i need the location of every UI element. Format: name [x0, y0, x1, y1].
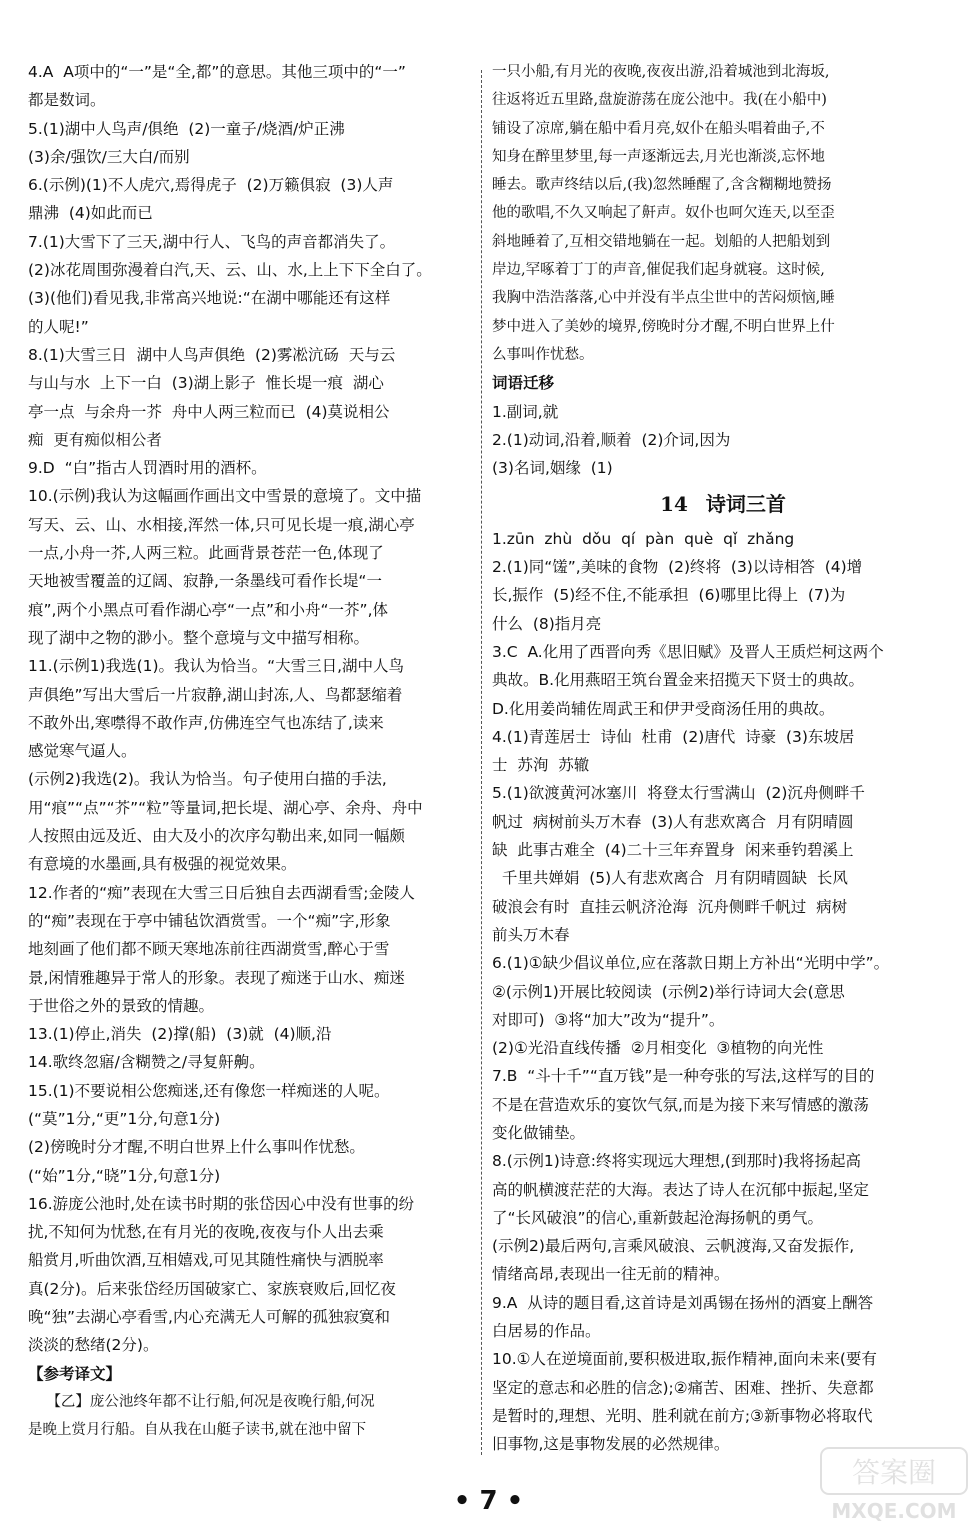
answer-line: 缺 此事古难全 (4)二十三年弃置身 闲来垂钓碧溪上 [492, 841, 854, 860]
answer-line: 坚定的意志和必胜的信念);②痛苦、困难、挫折、失意都 [492, 1378, 874, 1397]
answer-item [492, 723, 954, 780]
answer-line: 长,振作 (5)经不住,不能承担 (6)哪里比得上 (7)为 [492, 586, 846, 605]
answer-line: 士 苏洵 苏辙 [492, 756, 590, 775]
answer-item [492, 638, 954, 723]
answer-line: 6.(1)①缺少倡议单位,应在落款日期上方补出“光明中学”。 [492, 954, 890, 973]
right-column [492, 58, 954, 1459]
answer-line: 现了湖中之物的渺小。整个意境与文中描写相称。 [28, 628, 370, 647]
answer-item [28, 454, 470, 482]
answer-line: 15.(1)不要说相公您痴迷,还有像您一样痴迷的人呢。 [28, 1081, 390, 1100]
answer-line: 帆过 病树前头万木春 (3)人有悲欢离合 月有阴晴圆 [492, 812, 854, 831]
answer-item [28, 1020, 470, 1048]
reference-translation-continued [492, 58, 954, 369]
translation-line: 么事叫作忧愁。 [492, 346, 594, 363]
watermark-text-bottom: MXQE.COM [831, 1499, 957, 1523]
reference-translation-heading: 【参考译文】 [28, 1364, 122, 1383]
translation-line: 往返将近五里路,盘旋游荡在庞公池中。我(在小船中) [492, 92, 827, 109]
answer-line: 地刻画了他们都不顾天寒地冻前往西湖赏雪,醉心于雪 [28, 940, 390, 959]
answer-line: 天地被雪覆盖的辽阔、寂静,一条墨线可看作长堤“一 [28, 572, 382, 591]
answer-item [492, 779, 954, 949]
answer-line: 前头万木春 [492, 925, 570, 944]
answer-line: 8.(1)大雪三日 湖中人鸟声俱绝 (2)雾凇沆砀 天与云 [28, 345, 396, 364]
section-title [492, 490, 954, 518]
answer-line: 4.(1)青莲居士 诗仙 杜甫 (2)唐代 诗豪 (3)东坡居 [492, 727, 855, 746]
answer-item [492, 1147, 954, 1288]
answer-line: 4.A A项中的“一”是“全,都”的意思。其他三项中的“一” [28, 63, 406, 81]
translation-line: 斜地睡着了,互相交错地躺在一起。划船的人把船划到 [492, 233, 831, 250]
answer-line: 感觉寒气逼人。 [28, 742, 137, 761]
answer-line: 高的帆横渡茫茫的大海。表达了诗人在沉郁中振起,坚定 [492, 1180, 869, 1199]
answer-line: 8.(示例1)诗意:终将实现远大理想,(到那时)我将扬起高 [492, 1152, 861, 1171]
answer-item [492, 398, 954, 426]
answer-line: (“莫”1分,“更”1分,句意1分) [28, 1109, 221, 1128]
answer-line: 变化做铺垫。 [492, 1123, 586, 1142]
pinyin-line: 1.zūn zhù dǒu qí pàn què qǐ zhǎng [492, 529, 795, 548]
answer-line: 13.(1)停止,消失 (2)撑(船) (3)就 (4)顺,沿 [28, 1025, 332, 1044]
answer-line: (2)傍晚时分才醒,不明白世界上什么事叫作忧愁。 [28, 1138, 365, 1157]
translation-line: 一只小船,有月光的夜晚,夜夜出游,沿着城池到北海坂, [492, 64, 830, 80]
answer-line: 9.D “白”指古人罚酒时用的酒杯。 [28, 459, 267, 478]
answer-item [28, 58, 470, 115]
answer-line: 11.(示例1)我选(1)。我认为恰当。“大雪三日,湖中人鸟 [28, 657, 405, 676]
answer-line: 的“痴”表现在于亭中铺毡饮酒赏雪。一个“痴”字,形象 [28, 911, 391, 930]
answer-line: 淡淡的愁绪(2分)。 [28, 1336, 159, 1355]
left-column [28, 58, 470, 1445]
answer-line: (示例2)我选(2)。我认为恰当。句子使用白描的手法, [28, 770, 387, 789]
answer-line: 真(2分)。后来张岱经历国破家亡、家族衰败后,回忆夜 [28, 1279, 396, 1298]
answer-item [28, 115, 470, 172]
answer-line: 2.(1)同“馐”,美味的食物 (2)终将 (3)以诗相答 (4)增 [492, 558, 863, 577]
answer-line: 鼎沸 (4)如此而已 [28, 204, 153, 223]
answer-line: 于世俗之外的景致的情趣。 [28, 996, 215, 1015]
answer-line: 6.(示例)(1)不人虎穴,焉得虎子 (2)万籁俱寂 (3)人声 [28, 176, 394, 195]
answer-line: 晚“独”去湖心亭看雪,内心充满无人可解的孤独寂寞和 [28, 1308, 390, 1327]
answer-line: 2.(1)动词,沿着,顺着 (2)介词,因为 [492, 430, 731, 449]
answer-line: 亭一点 与余舟一芥 舟中人两三粒而已 (4)莫说相公 [28, 402, 390, 421]
answer-line: 5.(1)欲渡黄河冰塞川 将登太行雪满山 (2)沉舟侧畔千 [492, 784, 865, 803]
answer-item [492, 426, 954, 483]
answer-line: (“始”1分,“晓”1分,句意1分) [28, 1166, 221, 1185]
answer-line: 14.歌终忽寤/含糊赞之/寻复鼾齁。 [28, 1053, 265, 1072]
answer-item [28, 1190, 470, 1360]
watermark-text-top: 答案圈 [851, 1456, 937, 1489]
translation-line: 睡去。歌声终结以后,(我)忽然睡醒了,含含糊糊地赞扬 [492, 177, 832, 194]
answer-line: 与山与水 上下一白 (3)湖上影子 惟长堤一痕 湖心 [28, 374, 384, 393]
translation-line: 是晚上赏月行船。自从我在山艇子读书,就在池中留下 [28, 1422, 367, 1439]
answer-line: (2)冰花周围弥漫着白汽,天、云、山、水,上上下下全白了。 [28, 261, 432, 280]
answer-line: 扰,不知何为忧愁,在有月光的夜晚,夜夜与仆人出去乘 [28, 1223, 384, 1242]
section-number: 14 [660, 492, 688, 517]
reference-translation-text [28, 1388, 470, 1445]
answer-line: 有意境的水墨画,具有极强的视觉效果。 [28, 855, 297, 874]
answer-item [492, 1289, 954, 1346]
answer-line: 16.游庞公池时,处在读书时期的张岱因心中没有世事的纷 [28, 1194, 415, 1213]
answer-line: 9.A 从诗的题目看,这首诗是刘禹锡在扬州的酒宴上酬答 [492, 1293, 874, 1312]
answer-line: 10.(示例)我认为这幅画作画出文中雪景的意境了。文中描 [28, 487, 422, 506]
translation-line: 梦中进入了美妙的境界,傍晚时分才醒,不明白世界上什 [492, 318, 835, 335]
answer-item [28, 482, 470, 652]
answer-line: 一点,小舟一芥,人两三粒。此画背景苍茫一色,体现了 [28, 544, 384, 563]
answer-line: 12.作者的“痴”表现在大雪三日后独自去西湖看雪;金陵人 [28, 883, 415, 902]
answer-item [492, 553, 954, 638]
answer-line: 情绪高昂,表现出一往无前的精神。 [492, 1265, 730, 1284]
translation-line: 我胸中浩浩落落,心中并没有半点尘世中的苦闷烦恼,睡 [492, 290, 835, 307]
answer-line: 1.副词,就 [492, 402, 559, 421]
answer-line: 7.B “斗十千”“直万钱”是一种夸张的写法,这样写的目的 [492, 1067, 875, 1086]
answer-item [28, 1077, 470, 1190]
answer-item [492, 1345, 954, 1458]
page-number: • 7 • [453, 1486, 524, 1516]
answer-line: D.化用姜尚辅佐周武王和伊尹受商汤任用的典故。 [492, 699, 835, 718]
answer-line: 千里共婵娟 (5)人有悲欢离合 月有阴晴圆缺 长风 [492, 869, 848, 888]
answer-item [492, 1062, 954, 1147]
answer-line: (示例2)最后两句,言乘风破浪、云帆渡海,又奋发振作, [492, 1237, 855, 1256]
answer-line: 不敢外出,寒噤得不敢作声,仿佛连空气也冻结了,读来 [28, 713, 384, 732]
answer-item [492, 949, 954, 1062]
answer-line: 旧事物,这是事物发展的必然规律。 [492, 1435, 730, 1454]
answer-line: 痕”,两个小黑点可看作湖心亭“一点”和小舟“一芥”,体 [28, 600, 389, 619]
answer-line: 3.C A.化用了西晋向秀《思旧赋》及晋人王质烂柯这两个 [492, 642, 884, 661]
answer-line: 船赏月,听曲饮酒,互相嬉戏,可见其随性痛快与洒脱率 [28, 1251, 384, 1270]
answer-line: 声俱绝”写出大雪后一片寂静,湖山封冻,人、鸟都瑟缩着 [28, 685, 403, 704]
section-name: 诗词三首 [705, 492, 786, 517]
answer-line: 写天、云、山、水相接,浑然一体,只可见长堤一痕,湖心亭 [28, 515, 415, 534]
translation-line: 【乙】庞公池终年都不让行船,何况是夜晚行船,何况 [28, 1393, 375, 1410]
translation-line: 铺设了凉席,躺在船中看月亮,奴仆在船头唱着曲子,不 [492, 120, 825, 137]
answer-line: 白居易的作品。 [492, 1322, 601, 1341]
answer-line: 人按照由远及近、由大及小的次序勾勒出来,如同一幅颇 [28, 827, 405, 846]
answer-line: 痴 更有痴似相公者 [28, 430, 162, 449]
answer-line: (3)余/强饮/三大白/而别 [28, 147, 190, 166]
column-divider [481, 70, 482, 1455]
answer-item [28, 341, 470, 454]
answer-line: 对即可) ③将“加大”改为“提升”。 [492, 1010, 725, 1029]
answer-line: 典故。B.化用燕昭王筑台置金来招揽天下贤士的典故。 [492, 671, 865, 690]
answer-line: 10.①人在逆境面前,要积极进取,振作精神,面向未来(要有 [492, 1350, 877, 1369]
answer-line: 了“长风破浪”的信心,重新鼓起沧海扬帆的勇气。 [492, 1208, 823, 1227]
word-transfer-heading: 词语迁移 [492, 374, 555, 393]
answer-line: 景,闲情雅趣异于常人的形象。表现了痴迷于山水、痴迷 [28, 968, 405, 987]
answer-line: 不是在营造欢乐的宴饮气氛,而是为接下来写情感的激荡 [492, 1095, 869, 1114]
pinyin-answer [492, 525, 954, 553]
translation-line: 岸边,罕啄着丁丁的声音,催促我们起身就寝。这时候, [492, 262, 825, 279]
answer-item [28, 171, 470, 228]
answer-item [28, 228, 470, 341]
answer-line: 什么 (8)指月亮 [492, 614, 602, 633]
answer-line: 是暂时的,理想、光明、胜利就在前方;③新事物必将取代 [492, 1406, 873, 1425]
translation-line: 知身在醉里梦里,每一声逐渐远去,月光也渐淡,忘怀地 [492, 148, 825, 165]
answer-line: 用“痕”“点”“芥”“粒”等量词,把长堤、湖心亭、余舟、舟中 [28, 798, 423, 817]
answer-item [28, 879, 470, 1020]
answer-line: (2)①光沿直线传播 ②月相变化 ③植物的向光性 [492, 1039, 824, 1058]
translation-line: 他的歌唱,不久又响起了鼾声。奴仆也呵欠连天,以至歪 [492, 205, 835, 222]
answer-line: 破浪会有时 直挂云帆济沧海 沉舟侧畔千帆过 病树 [492, 897, 848, 916]
answer-line: 都是数词。 [28, 91, 106, 110]
answer-item [28, 652, 470, 878]
answer-line: ②(示例1)开展比较阅读 (示例2)举行诗词大会(意思 [492, 982, 845, 1001]
answer-line: 的人呢!” [28, 317, 89, 336]
answer-item [28, 1048, 470, 1076]
answer-line: (3)名词,姻缘 (1) [492, 459, 613, 478]
answer-line: (3)(他们)看见我,非常高兴地说:“在湖中哪能还有这样 [28, 289, 391, 308]
answer-line: 7.(1)大雪下了三天,湖中行人、飞鸟的声音都消失了。 [28, 232, 396, 251]
answer-line: 5.(1)湖中人鸟声/俱绝 (2)一童子/烧酒/炉正沸 [28, 119, 345, 138]
watermark-logo [819, 1446, 969, 1524]
